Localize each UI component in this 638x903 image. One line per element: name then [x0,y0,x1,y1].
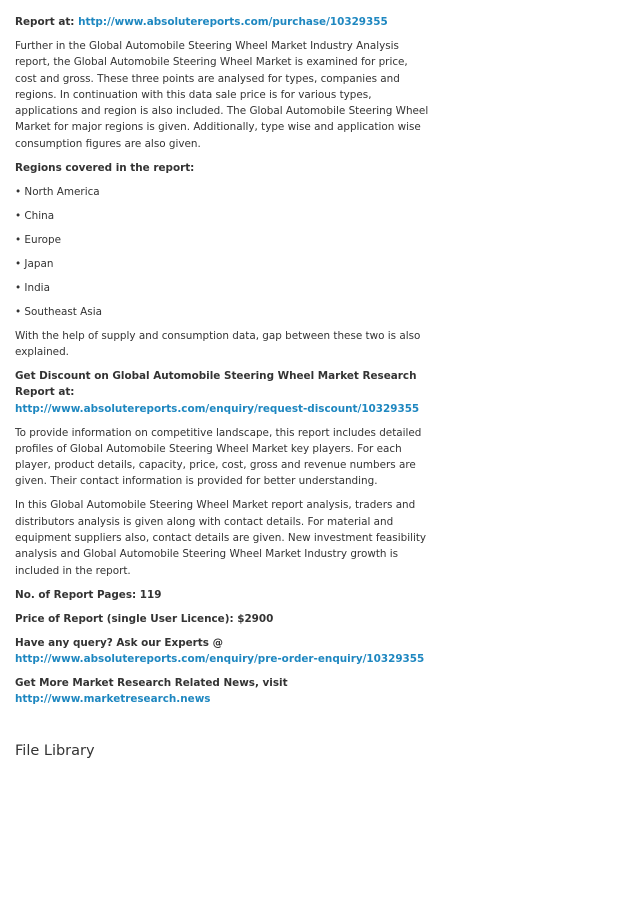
region-item-japan: • Japan [15,257,54,270]
document-body [15,14,430,715]
file-library-title: File Library [15,743,95,759]
query-label: Have any query? Ask our Experts @ [15,636,223,649]
supply-paragraph: With the help of supply and consumption data, gap between these two is also explained. [15,329,421,358]
report-at-line [15,14,430,30]
discount-label: Get Discount on Global Automobile Steering Wheel Market Research Report at: [15,369,417,399]
news-block [15,675,430,708]
news-label: Get More Market Research Related News, visit [15,676,288,689]
region-item-southeast-asia: • Southeast Asia [15,305,102,318]
report-at-label: Report at: [15,16,79,28]
pre-order-enquiry-link[interactable]: http://www.absolutereports.com/enquiry/pre-order-enquiry/10329355 [15,652,425,665]
competitive-paragraph: To provide information on competitive landscape, this report includes detailed profiles of Global Automobile Steering Wheel Market key players. For each player, product details, capacity, price, cost, gross and revenue numbers are given. Their contact information is provided for better understanding. [15,426,422,488]
regions-heading: Regions covered in the report: [15,161,195,174]
intro-paragraph: Further in the Global Automobile Steering Wheel Market Industry Analysis report, the Global Automobile Steering Wheel Market is examined for price, cost and gross. These three points are analysed for types, companies and regions. In continuation with this data sale price is for various types, applications and region is also included. The Global Automobile Steering Wheel Market for major regions is given. Additionally, type wise and application wise consumption figures are also given. [15,39,429,150]
market-research-news-link[interactable]: http://www.marketresearch.news [15,693,211,706]
discount-block [15,368,430,417]
report-price: Price of Report (single User Licence): $2900 [15,612,274,625]
region-item-india: • India [15,281,50,294]
discount-link[interactable]: http://www.absolutereports.com/enquiry/request-discount/10329355 [15,402,420,415]
report-pages: No. of Report Pages: 119 [15,588,162,601]
traders-paragraph: In this Global Automobile Steering Wheel Market report analysis, traders and distributors analysis is given along with contact details. For material and equipment suppliers also, contact details are given. New investment feasibility analysis and Global Automobile Steering Wheel Market Industry growth is included in the report. [15,499,427,577]
region-item-china: • China [15,209,55,222]
region-item-europe: • Europe [15,233,61,246]
purchase-link[interactable]: http://www.absolutereports.com/purchase/10329355 [78,16,388,28]
query-block [15,635,430,668]
region-item-north-america: • North America [15,185,100,198]
